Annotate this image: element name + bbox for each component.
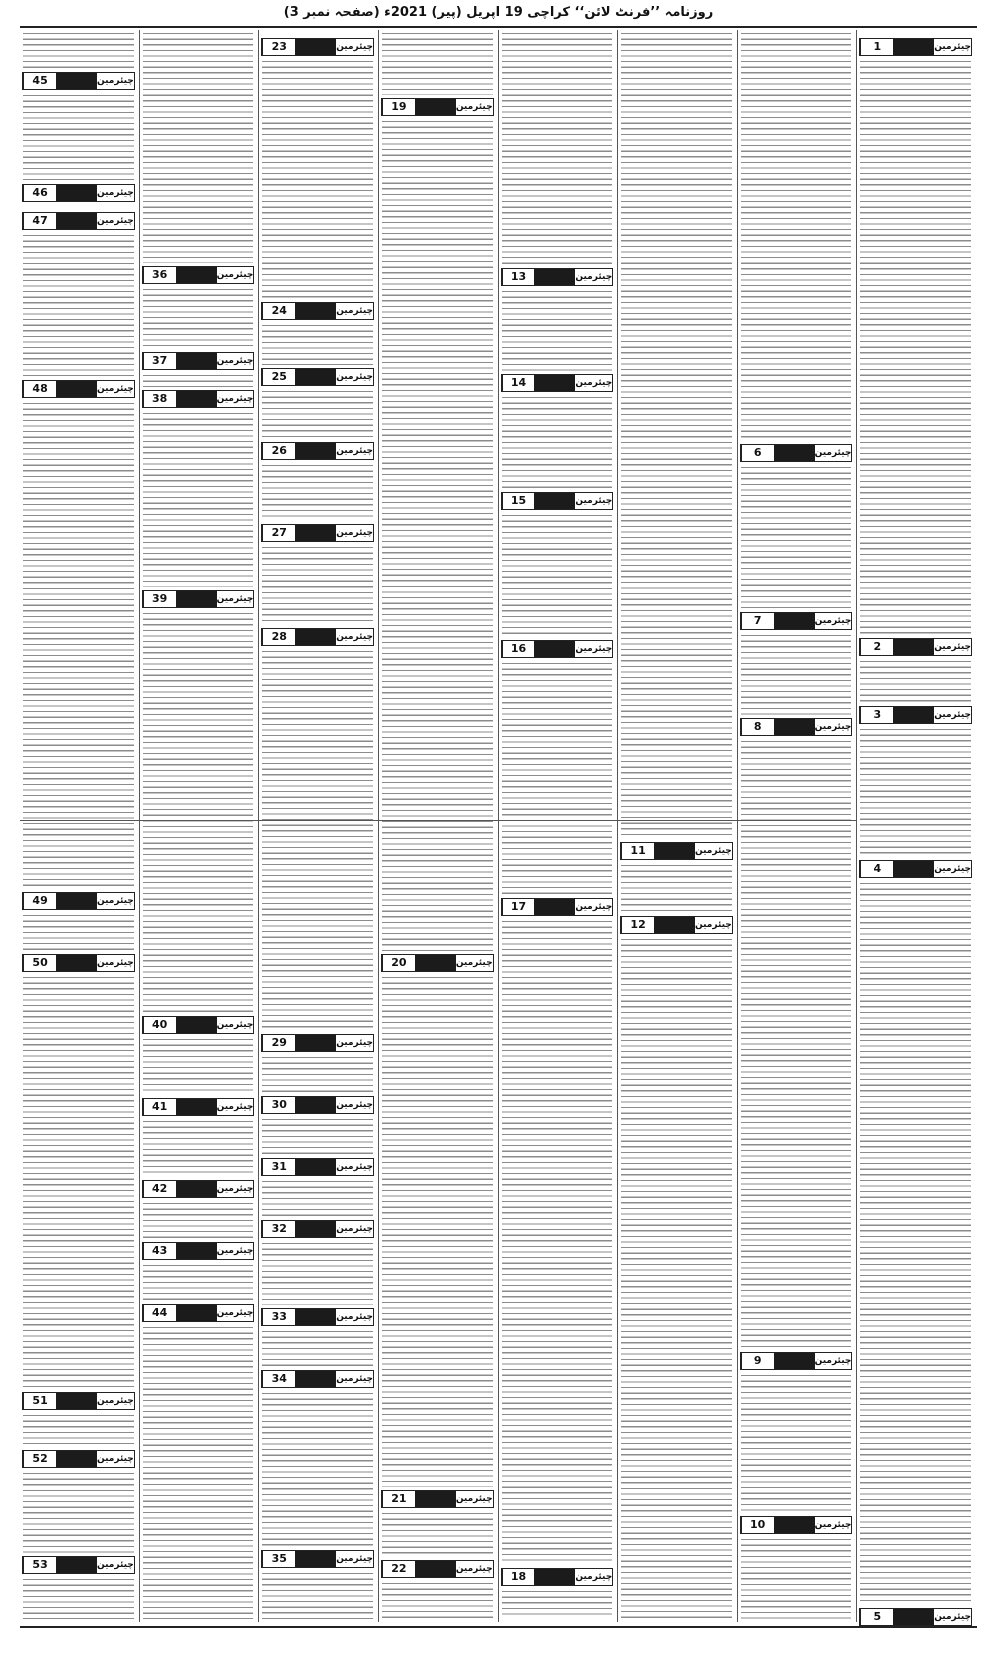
listing-header — [501, 1568, 614, 1586]
text-block — [143, 375, 254, 387]
listing-label: چیئرمین — [455, 1494, 493, 1504]
text-block — [502, 515, 613, 637]
listing-label: چیئرمین — [336, 632, 373, 642]
listing-number: 25 — [262, 369, 295, 385]
listing-label: چیئرمین — [97, 1454, 134, 1464]
listing-number: 29 — [262, 1035, 295, 1051]
text-block — [741, 741, 852, 1349]
text-block — [23, 977, 134, 1389]
listing-header — [740, 718, 853, 736]
redaction-block — [774, 1353, 815, 1369]
listing-number: 53 — [23, 1557, 56, 1573]
listing-label: چیئرمین — [336, 42, 373, 52]
listing-number: 5 — [860, 1609, 893, 1625]
listing-header — [22, 212, 135, 230]
redaction-block — [893, 639, 934, 655]
text-block — [502, 1591, 613, 1619]
listing-header — [22, 1450, 135, 1468]
listing-number: 46 — [23, 185, 56, 201]
listing-header — [22, 1392, 135, 1410]
redaction-block — [893, 39, 934, 55]
listing-number: 45 — [23, 73, 56, 89]
text-block — [143, 413, 254, 587]
listing-label: چیئرمین — [336, 1100, 373, 1110]
listing-label: چیئرمین — [336, 372, 373, 382]
redaction-block — [176, 353, 217, 369]
listing-number: 15 — [502, 493, 535, 509]
listing-number: 7 — [741, 613, 774, 629]
redaction-block — [176, 1181, 217, 1197]
listing-label: چیئرمین — [97, 1396, 134, 1406]
listing-label: چیئرمین — [97, 188, 134, 198]
listing-label: چیئرمین — [814, 616, 852, 626]
listing-number: 14 — [502, 375, 535, 391]
listing-header — [381, 1490, 494, 1508]
listing-number: 24 — [262, 303, 295, 319]
listing-number: 48 — [23, 381, 56, 397]
listing-number: 30 — [262, 1097, 295, 1113]
listing-label: چیئرمین — [575, 902, 613, 912]
redaction-block — [56, 955, 97, 971]
column-separator — [258, 30, 259, 1622]
text-block — [502, 291, 613, 371]
listing-header — [261, 38, 374, 56]
listing-header — [261, 1158, 374, 1176]
text-block — [741, 1539, 852, 1619]
redaction-block — [56, 893, 97, 909]
listing-number: 40 — [143, 1017, 176, 1033]
redaction-block — [176, 1305, 217, 1321]
listing-number: 8 — [741, 719, 774, 735]
redaction-block — [295, 629, 336, 645]
listing-header — [381, 1560, 494, 1578]
text-block — [382, 33, 493, 95]
listing-number: 4 — [860, 861, 893, 877]
listing-number: 43 — [143, 1243, 176, 1259]
redaction-block — [774, 719, 815, 735]
text-block — [262, 1181, 373, 1217]
listing-header — [142, 352, 255, 370]
text-block — [621, 865, 732, 913]
text-block — [143, 33, 254, 263]
redaction-block — [534, 1569, 575, 1585]
text-block — [262, 465, 373, 521]
listing-label: چیئرمین — [336, 446, 373, 456]
listing-label: چیئرمین — [336, 1312, 373, 1322]
listing-label: چیئرمین — [336, 528, 373, 538]
redaction-block — [176, 591, 217, 607]
listing-label: چیئرمین — [97, 896, 134, 906]
listing-label: چیئرمین — [97, 384, 134, 394]
redaction-block — [295, 39, 336, 55]
listing-number: 38 — [143, 391, 176, 407]
listing-number: 11 — [621, 843, 654, 859]
listing-number: 3 — [860, 707, 893, 723]
listing-header — [859, 706, 972, 724]
listing-label: چیئرمین — [97, 76, 134, 86]
listing-label: چیئرمین — [97, 216, 134, 226]
text-block — [143, 1039, 254, 1095]
text-block — [262, 61, 373, 299]
redaction-block — [534, 493, 575, 509]
text-block — [502, 33, 613, 265]
top-rule — [20, 26, 977, 28]
text-block — [382, 1583, 493, 1619]
text-block — [741, 33, 852, 441]
listing-header — [740, 444, 853, 462]
listing-label: چیئرمین — [814, 722, 852, 732]
redaction-block — [176, 1099, 217, 1115]
listing-number: 34 — [262, 1371, 295, 1387]
redaction-block — [56, 185, 97, 201]
redaction-block — [774, 1517, 815, 1533]
text-block — [23, 915, 134, 951]
listing-header — [620, 842, 733, 860]
redaction-block — [415, 1561, 456, 1577]
listing-header — [22, 380, 135, 398]
listing-number: 50 — [23, 955, 56, 971]
listing-header — [859, 1608, 972, 1626]
listing-number: 22 — [382, 1561, 415, 1577]
redaction-block — [295, 443, 336, 459]
listing-label: چیئرمین — [934, 642, 971, 652]
text-block — [143, 613, 254, 1013]
redaction-block — [534, 375, 575, 391]
listing-label: چیئرمین — [97, 958, 134, 968]
listing-label: چیئرمین — [336, 306, 373, 316]
listing-number: 32 — [262, 1221, 295, 1237]
listing-header — [501, 640, 614, 658]
listing-label: چیئرمین — [455, 102, 493, 112]
listing-number: 49 — [23, 893, 56, 909]
text-block — [262, 1393, 373, 1547]
listing-number: 12 — [621, 917, 654, 933]
text-block — [23, 235, 134, 377]
redaction-block — [415, 1491, 456, 1507]
redaction-block — [534, 641, 575, 657]
redaction-block — [534, 899, 575, 915]
column-separator — [617, 30, 618, 1622]
listing-label: چیئرمین — [575, 644, 613, 654]
listing-header — [261, 368, 374, 386]
listing-header — [501, 374, 614, 392]
redaction-block — [56, 381, 97, 397]
listing-number: 1 — [860, 39, 893, 55]
redaction-block — [295, 303, 336, 319]
section-rule — [20, 820, 857, 821]
redaction-block — [295, 1159, 336, 1175]
listing-label: چیئرمین — [336, 1038, 373, 1048]
listing-number: 27 — [262, 525, 295, 541]
listing-label: چیئرمین — [216, 1020, 254, 1030]
listing-number: 33 — [262, 1309, 295, 1325]
redaction-block — [295, 1035, 336, 1051]
listing-header — [740, 1516, 853, 1534]
listing-header — [142, 590, 255, 608]
listing-number: 35 — [262, 1551, 295, 1567]
listing-label: چیئرمین — [216, 594, 254, 604]
redaction-block — [415, 955, 456, 971]
column-separator — [378, 30, 379, 1622]
listing-label: چیئرمین — [814, 448, 852, 458]
listing-label: چیئرمین — [934, 710, 971, 720]
text-block — [23, 33, 134, 69]
listing-number: 36 — [143, 267, 176, 283]
redaction-block — [893, 1609, 934, 1625]
listing-header — [142, 1242, 255, 1260]
text-block — [23, 1415, 134, 1447]
redaction-block — [774, 613, 815, 629]
listing-label: چیئرمین — [336, 1224, 373, 1234]
text-block — [741, 1375, 852, 1513]
redaction-block — [295, 525, 336, 541]
text-block — [23, 403, 134, 889]
listing-number: 21 — [382, 1491, 415, 1507]
listing-number: 6 — [741, 445, 774, 461]
listing-label: چیئرمین — [216, 356, 254, 366]
listing-label: چیئرمین — [455, 1564, 493, 1574]
listing-label: چیئرمین — [216, 1308, 254, 1318]
redaction-block — [893, 861, 934, 877]
listing-label: چیئرمین — [575, 1572, 613, 1582]
listing-label: چیئرمین — [455, 958, 493, 968]
listing-header — [22, 184, 135, 202]
listing-header — [142, 1180, 255, 1198]
listing-header — [740, 612, 853, 630]
listing-number: 44 — [143, 1305, 176, 1321]
text-block — [143, 1265, 254, 1301]
text-block — [382, 977, 493, 1487]
text-block — [262, 1573, 373, 1619]
column-separator — [139, 30, 140, 1622]
redaction-block — [295, 369, 336, 385]
text-block — [262, 325, 373, 365]
text-block — [382, 1513, 493, 1557]
text-block — [860, 883, 971, 1605]
text-block — [143, 289, 254, 349]
redaction-block — [774, 445, 815, 461]
newspaper-page — [20, 5, 977, 1650]
listing-header — [261, 1096, 374, 1114]
listing-header — [859, 860, 972, 878]
listing-number: 9 — [741, 1353, 774, 1369]
listing-label: چیئرمین — [216, 1246, 254, 1256]
text-block — [741, 467, 852, 609]
listing-header — [501, 268, 614, 286]
bottom-rule — [20, 1626, 977, 1628]
text-block — [23, 1473, 134, 1553]
listing-label: چیئرمین — [575, 378, 613, 388]
redaction-block — [893, 707, 934, 723]
listing-number: 20 — [382, 955, 415, 971]
listing-header — [142, 390, 255, 408]
listing-header — [261, 1308, 374, 1326]
listing-header — [261, 1550, 374, 1568]
listing-header — [261, 1034, 374, 1052]
text-block — [860, 61, 971, 635]
listing-header — [261, 628, 374, 646]
listing-header — [261, 302, 374, 320]
listing-header — [22, 1556, 135, 1574]
redaction-block — [654, 917, 695, 933]
listing-number: 16 — [502, 641, 535, 657]
text-block — [143, 1327, 254, 1619]
listing-label: چیئرمین — [336, 1554, 373, 1564]
masthead: روزنامہ ’’فرنٹ لائن‘‘ کراچی 19 اپریل (پیر) 2021ء (صفحہ نمبر 3) — [283, 5, 714, 20]
listing-header — [620, 916, 733, 934]
listing-header — [381, 954, 494, 972]
text-block — [262, 1331, 373, 1367]
text-block — [502, 663, 613, 895]
listing-header — [261, 1220, 374, 1238]
column-separator — [737, 30, 738, 1622]
text-block — [143, 1121, 254, 1177]
listing-header — [501, 898, 614, 916]
listing-number: 17 — [502, 899, 535, 915]
listing-number: 47 — [23, 213, 56, 229]
listing-header — [381, 98, 494, 116]
text-block — [262, 391, 373, 439]
text-block — [502, 921, 613, 1565]
listing-number: 13 — [502, 269, 535, 285]
listing-number: 26 — [262, 443, 295, 459]
listing-header — [501, 492, 614, 510]
listing-header — [261, 524, 374, 542]
listing-label: چیئرمین — [216, 270, 254, 280]
redaction-block — [295, 1221, 336, 1237]
listing-label: چیئرمین — [336, 1374, 373, 1384]
listing-label: چیئرمین — [934, 1612, 971, 1622]
listing-header — [142, 266, 255, 284]
listing-header — [22, 954, 135, 972]
listing-header — [142, 1098, 255, 1116]
listing-number: 51 — [23, 1393, 56, 1409]
listing-header — [261, 1370, 374, 1388]
redaction-block — [534, 269, 575, 285]
text-block — [262, 1057, 373, 1093]
text-block — [382, 121, 493, 951]
text-block — [262, 1119, 373, 1155]
listing-label: چیئرمین — [814, 1520, 852, 1530]
text-block — [262, 651, 373, 1031]
listing-header — [22, 892, 135, 910]
listing-number: 31 — [262, 1159, 295, 1175]
listing-header — [261, 442, 374, 460]
redaction-block — [654, 843, 695, 859]
listing-label: چیئرمین — [814, 1356, 852, 1366]
listing-label: چیئرمین — [934, 864, 971, 874]
listing-number: 37 — [143, 353, 176, 369]
redaction-block — [415, 99, 456, 115]
column-separator — [498, 30, 499, 1622]
redaction-block — [176, 391, 217, 407]
listing-number: 2 — [860, 639, 893, 655]
listing-label: چیئرمین — [97, 1560, 134, 1570]
redaction-block — [56, 1557, 97, 1573]
text-block — [741, 635, 852, 715]
listing-number: 52 — [23, 1451, 56, 1467]
listing-number: 41 — [143, 1099, 176, 1115]
listing-number: 23 — [262, 39, 295, 55]
redaction-block — [176, 267, 217, 283]
redaction-block — [56, 1393, 97, 1409]
listing-header — [859, 38, 972, 56]
listing-label: چیئرمین — [216, 394, 254, 404]
text-block — [860, 729, 971, 857]
redaction-block — [295, 1371, 336, 1387]
listing-number: 28 — [262, 629, 295, 645]
listing-label: چیئرمین — [695, 846, 732, 856]
text-block — [621, 33, 732, 839]
redaction-block — [295, 1551, 336, 1567]
listing-label: چیئرمین — [575, 272, 613, 282]
column-separator — [856, 30, 857, 1622]
text-block — [143, 1203, 254, 1239]
text-block — [23, 1579, 134, 1619]
listing-header — [22, 72, 135, 90]
redaction-block — [176, 1243, 217, 1259]
text-block — [502, 397, 613, 489]
text-block — [860, 661, 971, 703]
listing-label: چیئرمین — [575, 496, 613, 506]
listing-header — [859, 638, 972, 656]
listing-label: چیئرمین — [216, 1102, 254, 1112]
redaction-block — [56, 1451, 97, 1467]
listing-label: چیئرمین — [336, 1162, 373, 1172]
text-block — [262, 1243, 373, 1305]
listing-label: چیئرمین — [216, 1184, 254, 1194]
listing-label: چیئرمین — [934, 42, 971, 52]
redaction-block — [295, 1097, 336, 1113]
redaction-block — [295, 1309, 336, 1325]
text-block — [262, 547, 373, 625]
text-block — [621, 939, 732, 1619]
listing-header — [142, 1304, 255, 1322]
listing-number: 10 — [741, 1517, 774, 1533]
listing-number: 18 — [502, 1569, 535, 1585]
redaction-block — [176, 1017, 217, 1033]
listing-label: چیئرمین — [695, 920, 732, 930]
listing-header — [142, 1016, 255, 1034]
text-block — [23, 95, 134, 181]
listing-number: 42 — [143, 1181, 176, 1197]
listing-number: 19 — [382, 99, 415, 115]
listing-number: 39 — [143, 591, 176, 607]
listing-header — [740, 1352, 853, 1370]
redaction-block — [56, 73, 97, 89]
redaction-block — [56, 213, 97, 229]
